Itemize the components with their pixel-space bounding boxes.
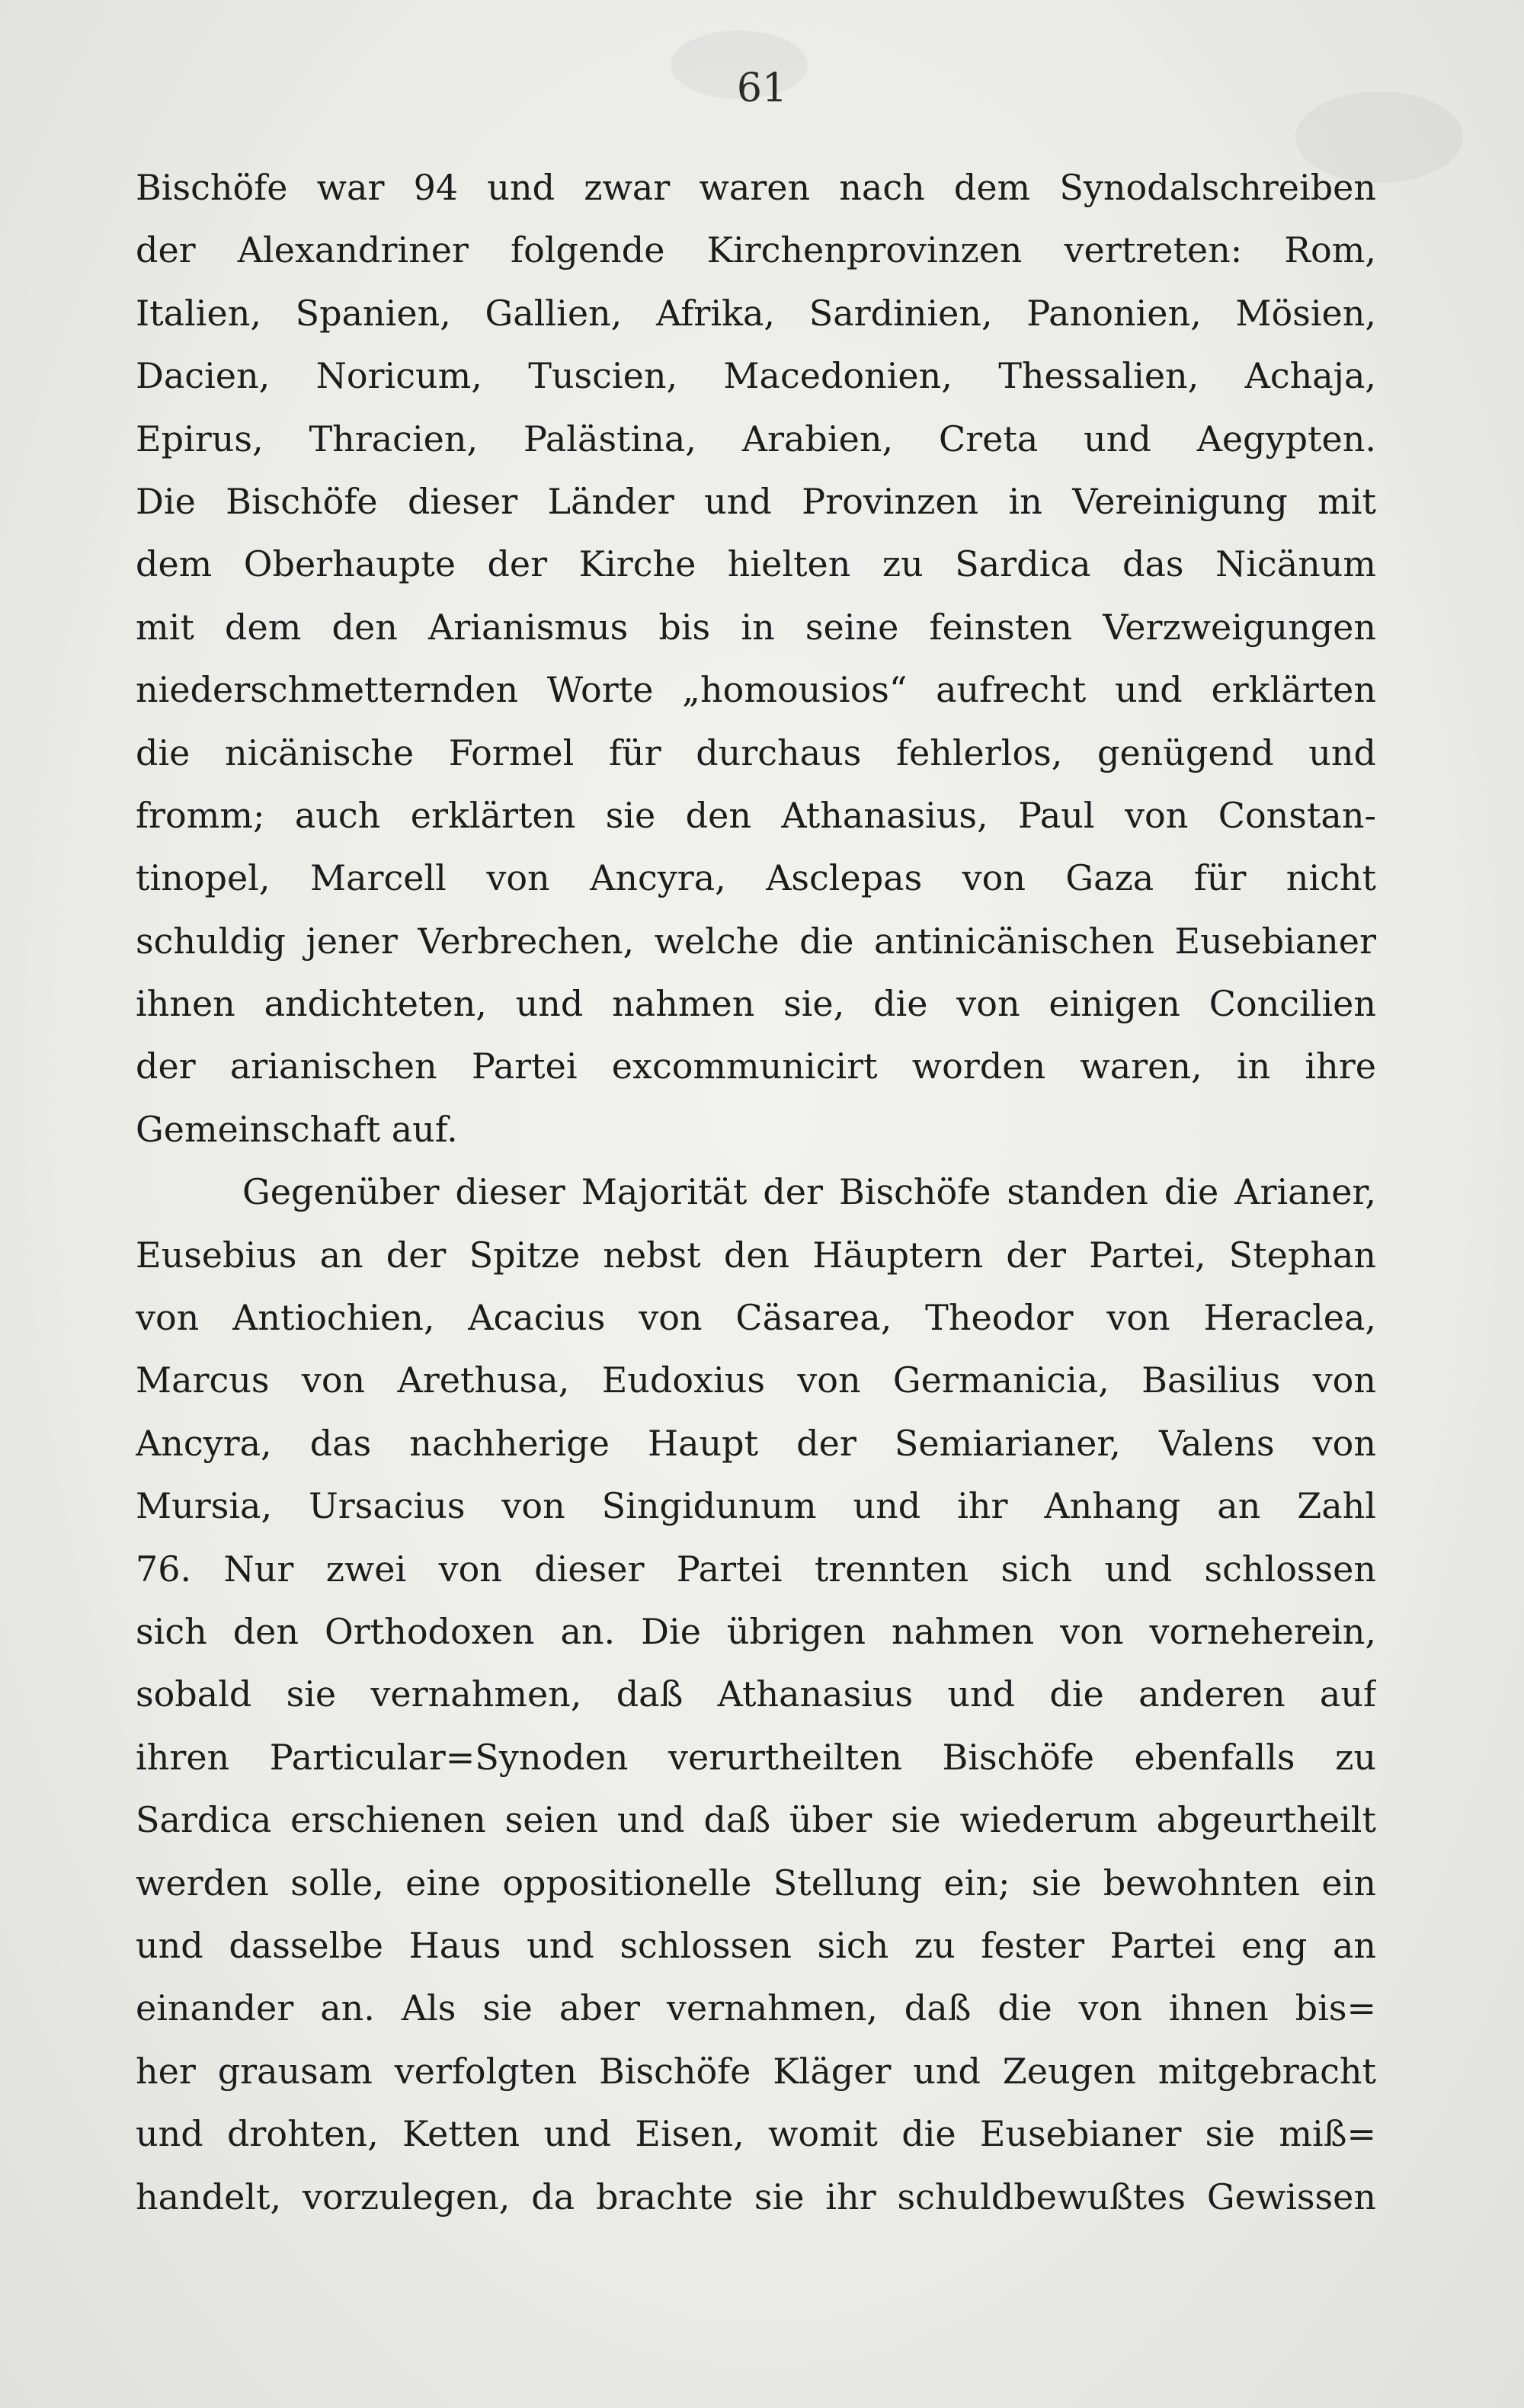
text-line: die nicänische Formel für durchaus fehlerlos, genügend und (136, 732, 1376, 773)
text-line: Epirus, Thracien, Palästina, Arabien, Creta und Aegypten. (136, 418, 1376, 460)
text-line: sobald sie vernahmen, daß Athanasius und die anderen auf (136, 1673, 1376, 1715)
text-line: Eusebius an der Spitze nebst den Häuptern der Partei, Stephan (136, 1234, 1376, 1276)
page-number: 61 (736, 66, 788, 111)
text-line: der Alexandriner folgende Kirchenprovinzen vertreten: Rom, (136, 229, 1376, 271)
text-line: dem Oberhaupte der Kirche hielten zu Sardica das Nicänum (136, 543, 1376, 585)
text-line: Italien, Spanien, Gallien, Afrika, Sardinien, Panonien, Mösien, (136, 292, 1376, 334)
text-line: Mursia, Ursacius von Singidunum und ihr Anhang an Zahl (136, 1485, 1376, 1527)
text-line: Ancyra, das nachherige Haupt der Semiarianer, Valens von (136, 1422, 1376, 1464)
text-line: Marcus von Arethusa, Eudoxius von Germanicia, Basilius von (136, 1359, 1376, 1401)
text-line: sich den Orthodoxen an. Die übrigen nahmen von vorneherein, (136, 1610, 1376, 1652)
text-line: ihren Particular=Synoden verurtheilten Bischöfe ebenfalls zu (136, 1736, 1376, 1778)
text-line: und drohten, Ketten und Eisen, womit die Eusebianer sie miß= (136, 2113, 1376, 2155)
text-line: Gegenüber dieser Majorität der Bischöfe standen die Arianer, (242, 1171, 1376, 1213)
text-line: der arianischen Partei excommunicirt worden waren, in ihre (136, 1045, 1376, 1087)
text-line: handelt, vorzulegen, da brachte sie ihr schuldbewußtes Gewissen (136, 2176, 1376, 2217)
text-line: Die Bischöfe dieser Länder und Provinzen in Vereinigung mit (136, 480, 1376, 522)
text-line: fromm; auch erklärten sie den Athanasius, Paul von Constan- (136, 794, 1376, 836)
text-line: her grausam verfolgten Bischöfe Kläger und Zeugen mitgebracht (136, 2050, 1376, 2092)
text-line: niederschmetternden Worte „homousios“ aufrecht und erklärten (136, 669, 1376, 711)
text-line: ihnen andichteten, und nahmen sie, die von einigen Concilien (136, 983, 1376, 1025)
body-text (136, 156, 1376, 2228)
text-line: Bischöfe war 94 und zwar waren nach dem Synodalschreiben (136, 167, 1376, 208)
text-line: mit dem den Arianismus bis in seine feinsten Verzweigungen (136, 606, 1376, 648)
text-line: von Antiochien, Acacius von Cäsarea, Theodor von Heraclea, (136, 1297, 1376, 1339)
text-line: Sardica erschienen seien und daß über sie wiederum abgeurtheilt (136, 1799, 1376, 1841)
text-line: Dacien, Noricum, Tuscien, Macedonien, Thessalien, Achaja, (136, 355, 1376, 397)
text-line: Gemeinschaft auf. (136, 1108, 458, 1150)
text-line: schuldig jener Verbrechen, welche die antinicänischen Eusebianer (136, 920, 1376, 962)
text-line: und dasselbe Haus und schlossen sich zu fester Partei eng an (136, 1924, 1376, 1966)
text-line: werden solle, eine oppositionelle Stellung ein; sie bewohnten ein (136, 1862, 1376, 1904)
text-line: 76. Nur zwei von dieser Partei trennten sich und schlossen (136, 1548, 1376, 1590)
text-line: tinopel, Marcell von Ancyra, Asclepas von Gaza für nicht (136, 857, 1376, 899)
text-line: einander an. Als sie aber vernahmen, daß die von ihnen bis= (136, 1987, 1376, 2029)
